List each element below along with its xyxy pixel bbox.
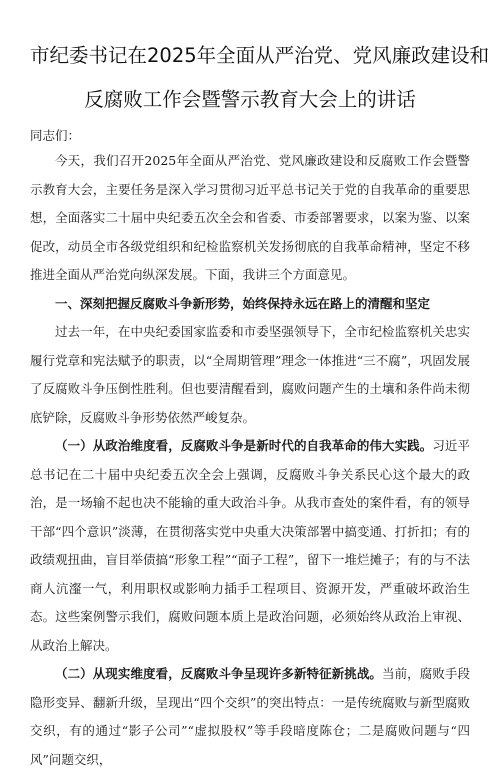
title-line-1: 市纪委书记在2025年全面从严治党、党风廉政建设和 bbox=[30, 44, 490, 67]
subsection-1-paragraph bbox=[30, 432, 470, 660]
subsection-2-paragraph bbox=[30, 660, 470, 774]
section-1-paragraph: 过去一年，在中央纪委国家监委和市委坚强领导下，全市纪检监察机关忠实履行党章和宪法赋予的职责，以“全周期管理”理念一体推进“三不腐”，巩固发展了反腐败斗争压倒性胜利。但也要清醒看到，腐败问题产生的土壤和条件尚未彻底铲除，反腐败斗争形势依然严峻复杂。 bbox=[30, 324, 470, 425]
title-line-2: 反腐败工作会暨警示教育大会上的讲话 bbox=[84, 88, 416, 111]
intro-paragraph: 今天，我们召开2025年全面从严治党、党风廉政建设和反腐败工作会暨警示教育大会，主要任务是深入学习贯彻习近平总书记关于党的自我革命的重要思想，全面落实二十届中央纪委五次全会和省委、市委部署要求，以案为鉴、以案促改，动员全市各级党组织和纪检监察机关发扬彻底的自我革命精神，坚定不移推进全面从严治党向纵深发展。下面，我讲三个方面意见。 bbox=[30, 153, 470, 282]
section-1-heading: 一、深刻把握反腐败斗争新形势，始终保持永远在路上的清醒和坚定 bbox=[55, 295, 431, 311]
document-title bbox=[30, 34, 490, 122]
subsection-1-heading: （一）从政治维度看，反腐败斗争是新时代的自我革命的伟大实践。 bbox=[55, 438, 433, 453]
subsection-2-body: 当前，腐败手段隐形变异、翻新升级，呈现出“四个交织”的突出特点：一是传统腐败与新型腐败交织，有的通过“影子公司”“虚拟股权”等手段暗度陈仓；二是腐败问题与“四风”问题交织， bbox=[30, 666, 470, 767]
subsection-1-body: 习近平总书记在二十届中央纪委五次全会上强调，反腐败斗争关系民心这个最大的政治，是一场输不起也决不能输的重大政治斗争。从我市查处的案件看，有的领导干部“四个意识”淡薄，在贯彻落实党中央重大决策部署中搞变通、打折扣；有的政绩观扭曲，盲目举债搞“形象工程”“面子工程”，留下一堆烂摊子；有的与不法商人沆瀣一气，利用职权或影响力插手工程项目、资源开发，严重破坏政治生态。这些案例警示我们，腐败问题本质上是政治问题，必须始终从政治上审视、从政治上解决。 bbox=[30, 438, 470, 653]
subsection-2-heading: （二）从现实维度看，反腐败斗争呈现许多新特征新挑战。 bbox=[55, 666, 383, 681]
salutation: 同志们： bbox=[30, 128, 81, 143]
